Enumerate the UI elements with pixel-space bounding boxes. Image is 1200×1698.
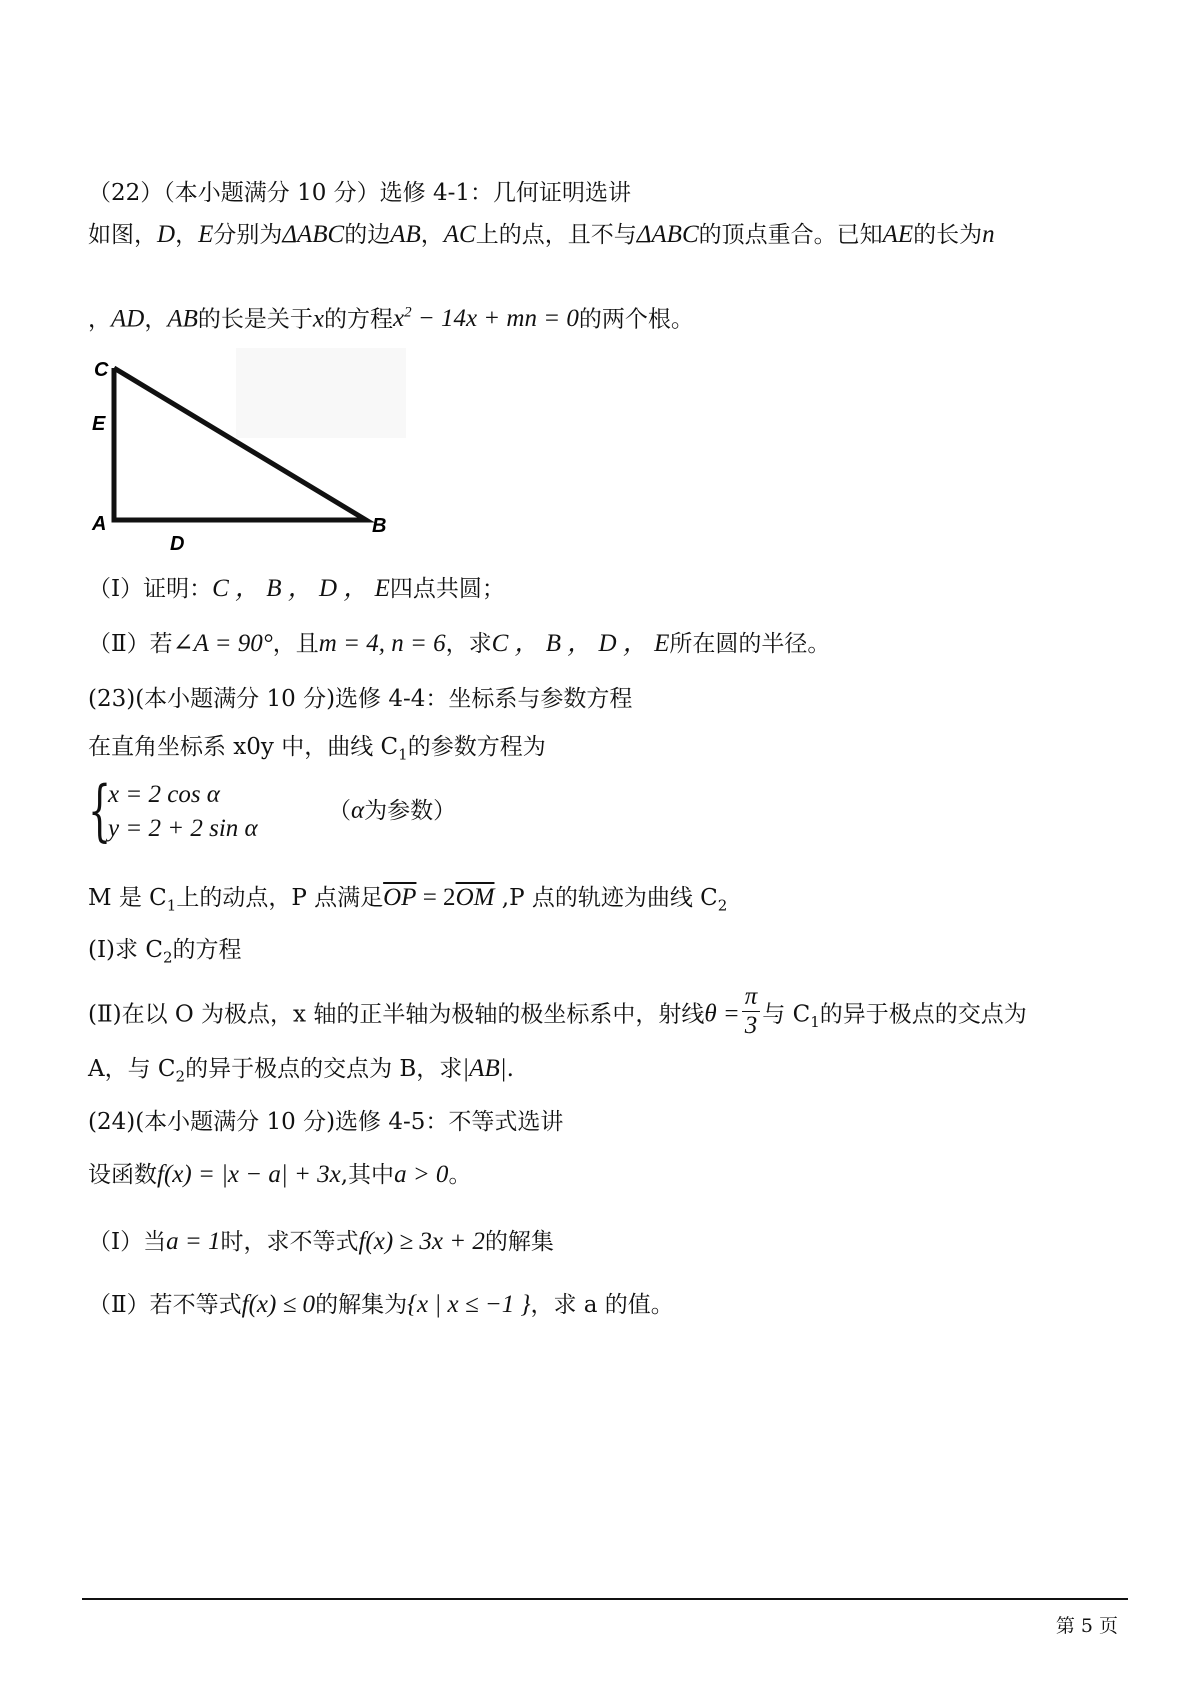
q23-part2 [88,983,1027,1044]
q22-eq-x: x [392,305,405,333]
q23-part2-text: 的异于极点的交点为 B，求 [185,1056,463,1082]
q22-text: 的边 [344,222,391,248]
q22-text: 的两个根。 [578,306,694,333]
figure-scan-smudge [236,348,406,438]
figure-label-E: E [92,413,106,435]
q22-line2 [88,298,694,334]
q23-abs-ab: |AB| [462,1055,507,1082]
q23-part1-sub: 2 [162,948,173,967]
q22-text: ， [144,306,168,333]
page-number: 第 5 页 [1055,1615,1118,1637]
q24-header: (24)(本小题满分 10 分)选修 4-5：不等式选讲 [88,1109,564,1135]
system-brace: { [88,772,112,849]
q22-seg-ab: AB [390,221,421,248]
q24-part1-text: 时，求不等式 [220,1229,359,1255]
q23-vector-op: $\overline{OP}$ [383,884,417,911]
q22-var-D: D [157,221,176,248]
q23-sys-line1: x = 2 cos α [108,781,220,808]
figure-label-D: D [170,533,185,555]
q24-part2-text: 的解集为 [315,1292,408,1318]
q22-text: 的顶点重合。已知 [698,222,883,248]
q22-line1 [88,220,995,250]
figure-label-B: B [372,515,387,537]
q24-condition: a > 0 [394,1161,449,1188]
q22-part2-angle: ∠A = 90° [172,630,273,657]
q23-sys-note-alpha: α [351,797,365,824]
q22-text: 分别为 [213,222,283,248]
q24-part2 [88,1290,674,1320]
q24-part1-inequality: f(x) ≥ 3x + 2 [358,1228,485,1255]
q22-text: 上的点，且不与 [475,222,637,248]
figure-label-C: C [94,359,109,381]
q24-intro-text: 设函数 [88,1162,157,1188]
q22-part2-values: m = 4, n = 6 [318,630,446,657]
q22-header: （22）（本小题满分 10 分）选修 4-1：几何证明选讲 [88,180,632,206]
q22-seg-ae: AE [882,221,914,248]
q22-seg-ac: AC [443,221,476,248]
q23-part2-sub: 2 [175,1067,186,1086]
footer-divider [82,1598,1128,1600]
q23-part1-text: 的方程 [172,937,242,963]
q23-m-text: M 是 C [88,885,167,911]
triangle-figure [86,348,406,568]
q23-sys-note-text: （ [328,798,351,824]
q23-part2-text: A，与 C [88,1056,176,1082]
q23-m-text: ,P 点的轨迹为曲线 C [494,885,718,911]
q23-m-text: 上的动点，P 点满足 [176,885,384,911]
q23-intro-text: 在直角坐标系 x0y 中，曲线 C [88,734,399,760]
q22-text: 如图， [88,222,157,248]
q22-part2-text: ，且 [272,631,319,657]
q22-text: 的长是关于 [197,306,313,333]
q24-function: f(x) = |x − a| + 3x [157,1161,341,1188]
q23-part2-line2 [88,1054,514,1092]
q22-part2-text: 所在圆的半径。 [669,631,831,657]
q22-part2-text: ，求 [445,631,492,657]
q22-triangle-abc: ΔABC [636,221,699,248]
q22-eq-exp: 2 [404,305,412,321]
q22-var-E: E [198,221,214,248]
q22-part2-points: C ， B ， D ， E [491,630,670,657]
q24-intro-text: ,其中 [340,1162,395,1188]
q22-eq-rest: − 14x + mn = 0 [411,305,579,333]
q22-var-n: n [982,221,995,248]
q22-part2-label: （Ⅱ）若 [88,631,173,657]
q24-intro [88,1160,471,1190]
q23-theta: θ = [704,1000,740,1028]
q23-sys-note [328,796,456,826]
q22-text: ， [88,306,111,333]
q23-intro [88,732,546,770]
q23-m-line [88,883,727,921]
q22-equation [393,305,579,332]
q23-part2-sub: 1 [810,1013,820,1032]
q22-text: ， [175,222,199,248]
q24-part2-text: （Ⅱ）若不等式 [88,1292,242,1318]
q22-text: 的方程 [323,306,393,333]
q22-part1 [88,574,505,604]
q23-part2-text: 的异于极点的交点为 [819,1001,1027,1028]
q24-part2-text: ，求 a 的值。 [530,1292,674,1318]
q22-seg-ad: AD [111,305,145,333]
q24-intro-text: 。 [448,1162,472,1188]
q23-part2-text: . [506,1056,514,1082]
q22-part2 [88,629,830,659]
q23-header: (23)(本小题满分 10 分)选修 4-4：坐标系与参数方程 [88,686,633,712]
figure-label-A: A [92,513,107,535]
q22-text: 的长为 [913,222,983,248]
q22-part1-text: 四点共圆； [389,576,505,602]
q23-m-sub: 1 [166,896,177,915]
q23-part1 [88,935,242,973]
q23-fraction [742,983,761,1040]
q23-part2-text: (Ⅱ)在以 O 为极点，x 轴的正半轴为极轴的极坐标系中，射线 [88,1001,705,1028]
q23-sys-line2: y = 2 + 2 sin α [108,815,258,842]
q22-part1-label: （Ⅰ）证明： [88,576,213,602]
q23-intro-sub: 1 [398,745,408,764]
q23-vector-om: $\overline{OM}$ [455,884,495,911]
q24-part2-inequality: f(x) ≤ 0 [241,1291,316,1318]
q23-intro-text: 的参数方程为 [407,734,546,760]
q23-frac-num: π [742,983,761,1012]
q22-var-x: x [312,305,324,333]
q23-sys-note-text: 为参数） [364,798,457,824]
q23-m-eq: = 2 [416,884,456,911]
q23-m-sub: 2 [717,896,728,915]
q23-frac-den: 3 [744,1012,758,1039]
q24-part1-a: a = 1 [166,1228,221,1255]
q24-part2-set: {x | x ≤ −1 } [407,1291,531,1318]
q22-text: ， [420,222,444,248]
q24-part1 [88,1227,554,1257]
q22-part1-points: C ， B ， D ， E [212,575,390,602]
q22-triangle-abc: ΔABC [282,221,345,248]
q23-part1-text: (Ⅰ)求 C [88,937,163,963]
q24-part1-text: （Ⅰ）当 [88,1229,167,1255]
q23-part2-text: 与 C [762,1001,811,1028]
q24-part1-text: 的解集 [484,1229,554,1255]
q22-seg-ab: AB [167,305,198,333]
